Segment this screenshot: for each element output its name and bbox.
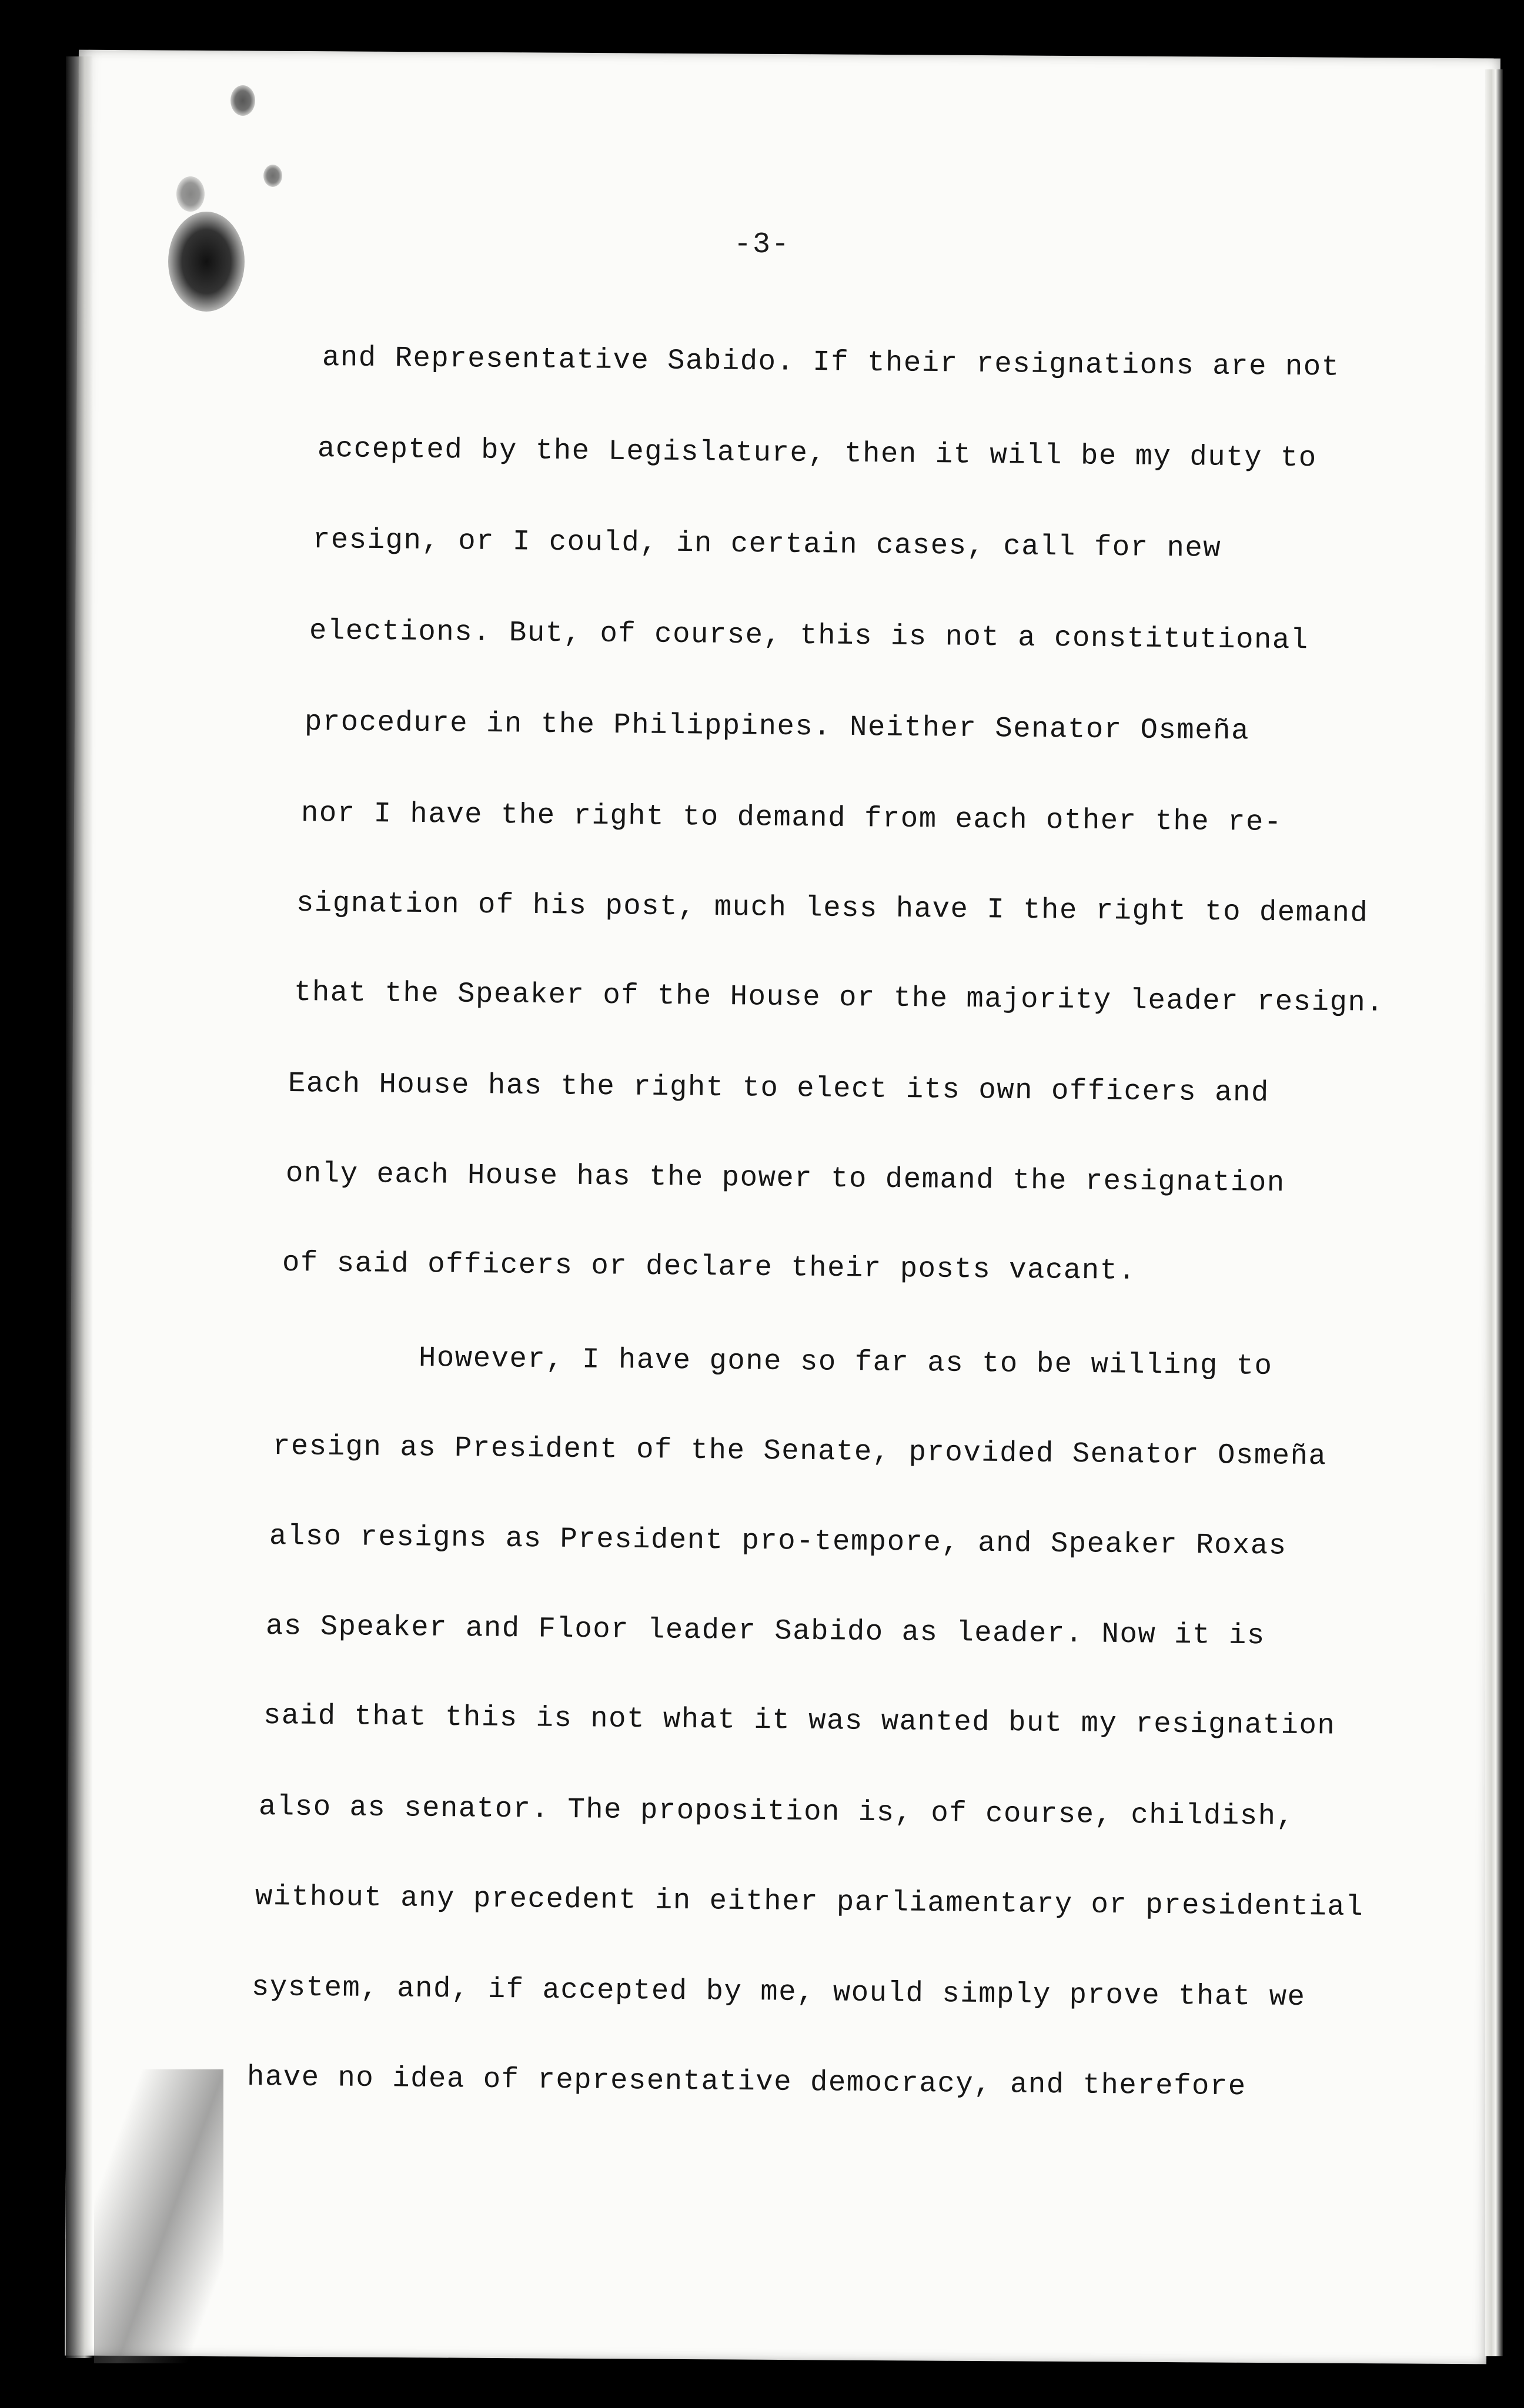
text-line: system, and, if accepted by me, would simply prove that we: [251, 1971, 1306, 2014]
text-line: of said officers or declare their posts vacant.: [282, 1246, 1137, 1287]
text-line: only each House has the power to demand the resignation: [285, 1157, 1285, 1200]
text-line: procedure in the Philippines. Neither Senator Osmeña: [304, 705, 1250, 748]
text-line: resign as President of the Senate, provided Senator Osmeña: [272, 1430, 1327, 1473]
text-line: that the Speaker of the House or the majority leader resign.: [293, 976, 1385, 1019]
text-line: However, I have gone so far as to be willing to: [418, 1342, 1273, 1383]
text-line: without any precedent in either parliamentary or presidential: [255, 1880, 1364, 1924]
text-line: also as senator. The proposition is, of course, childish,: [258, 1790, 1295, 1833]
page-number: -3-: [734, 228, 791, 262]
text-line: accepted by the Legislature, then it will be my duty to: [317, 432, 1317, 475]
text-line: as Speaker and Floor leader Sabido as leader. Now it is: [265, 1610, 1265, 1653]
text-line: said that this is not what it was wanted but my resignation: [263, 1699, 1336, 1743]
text-line: elections. But, of course, this is not a constitutional: [309, 614, 1309, 657]
text-line: resign, or I could, in certain cases, call for new: [312, 523, 1222, 565]
text-line: signation of his post, much less have I the right to demand: [296, 887, 1369, 930]
text-line: and Representative Sabido. If their resignations are not: [322, 341, 1340, 384]
text-line: Each House has the right to elect its own officers and: [288, 1067, 1270, 1110]
text-line: nor I have the right to demand from each other the re-: [300, 797, 1283, 840]
text-line: have no idea of representative democracy, and therefore: [246, 2061, 1246, 2103]
text-line: also resigns as President pro-tempore, and Speaker Roxas: [269, 1520, 1287, 1563]
